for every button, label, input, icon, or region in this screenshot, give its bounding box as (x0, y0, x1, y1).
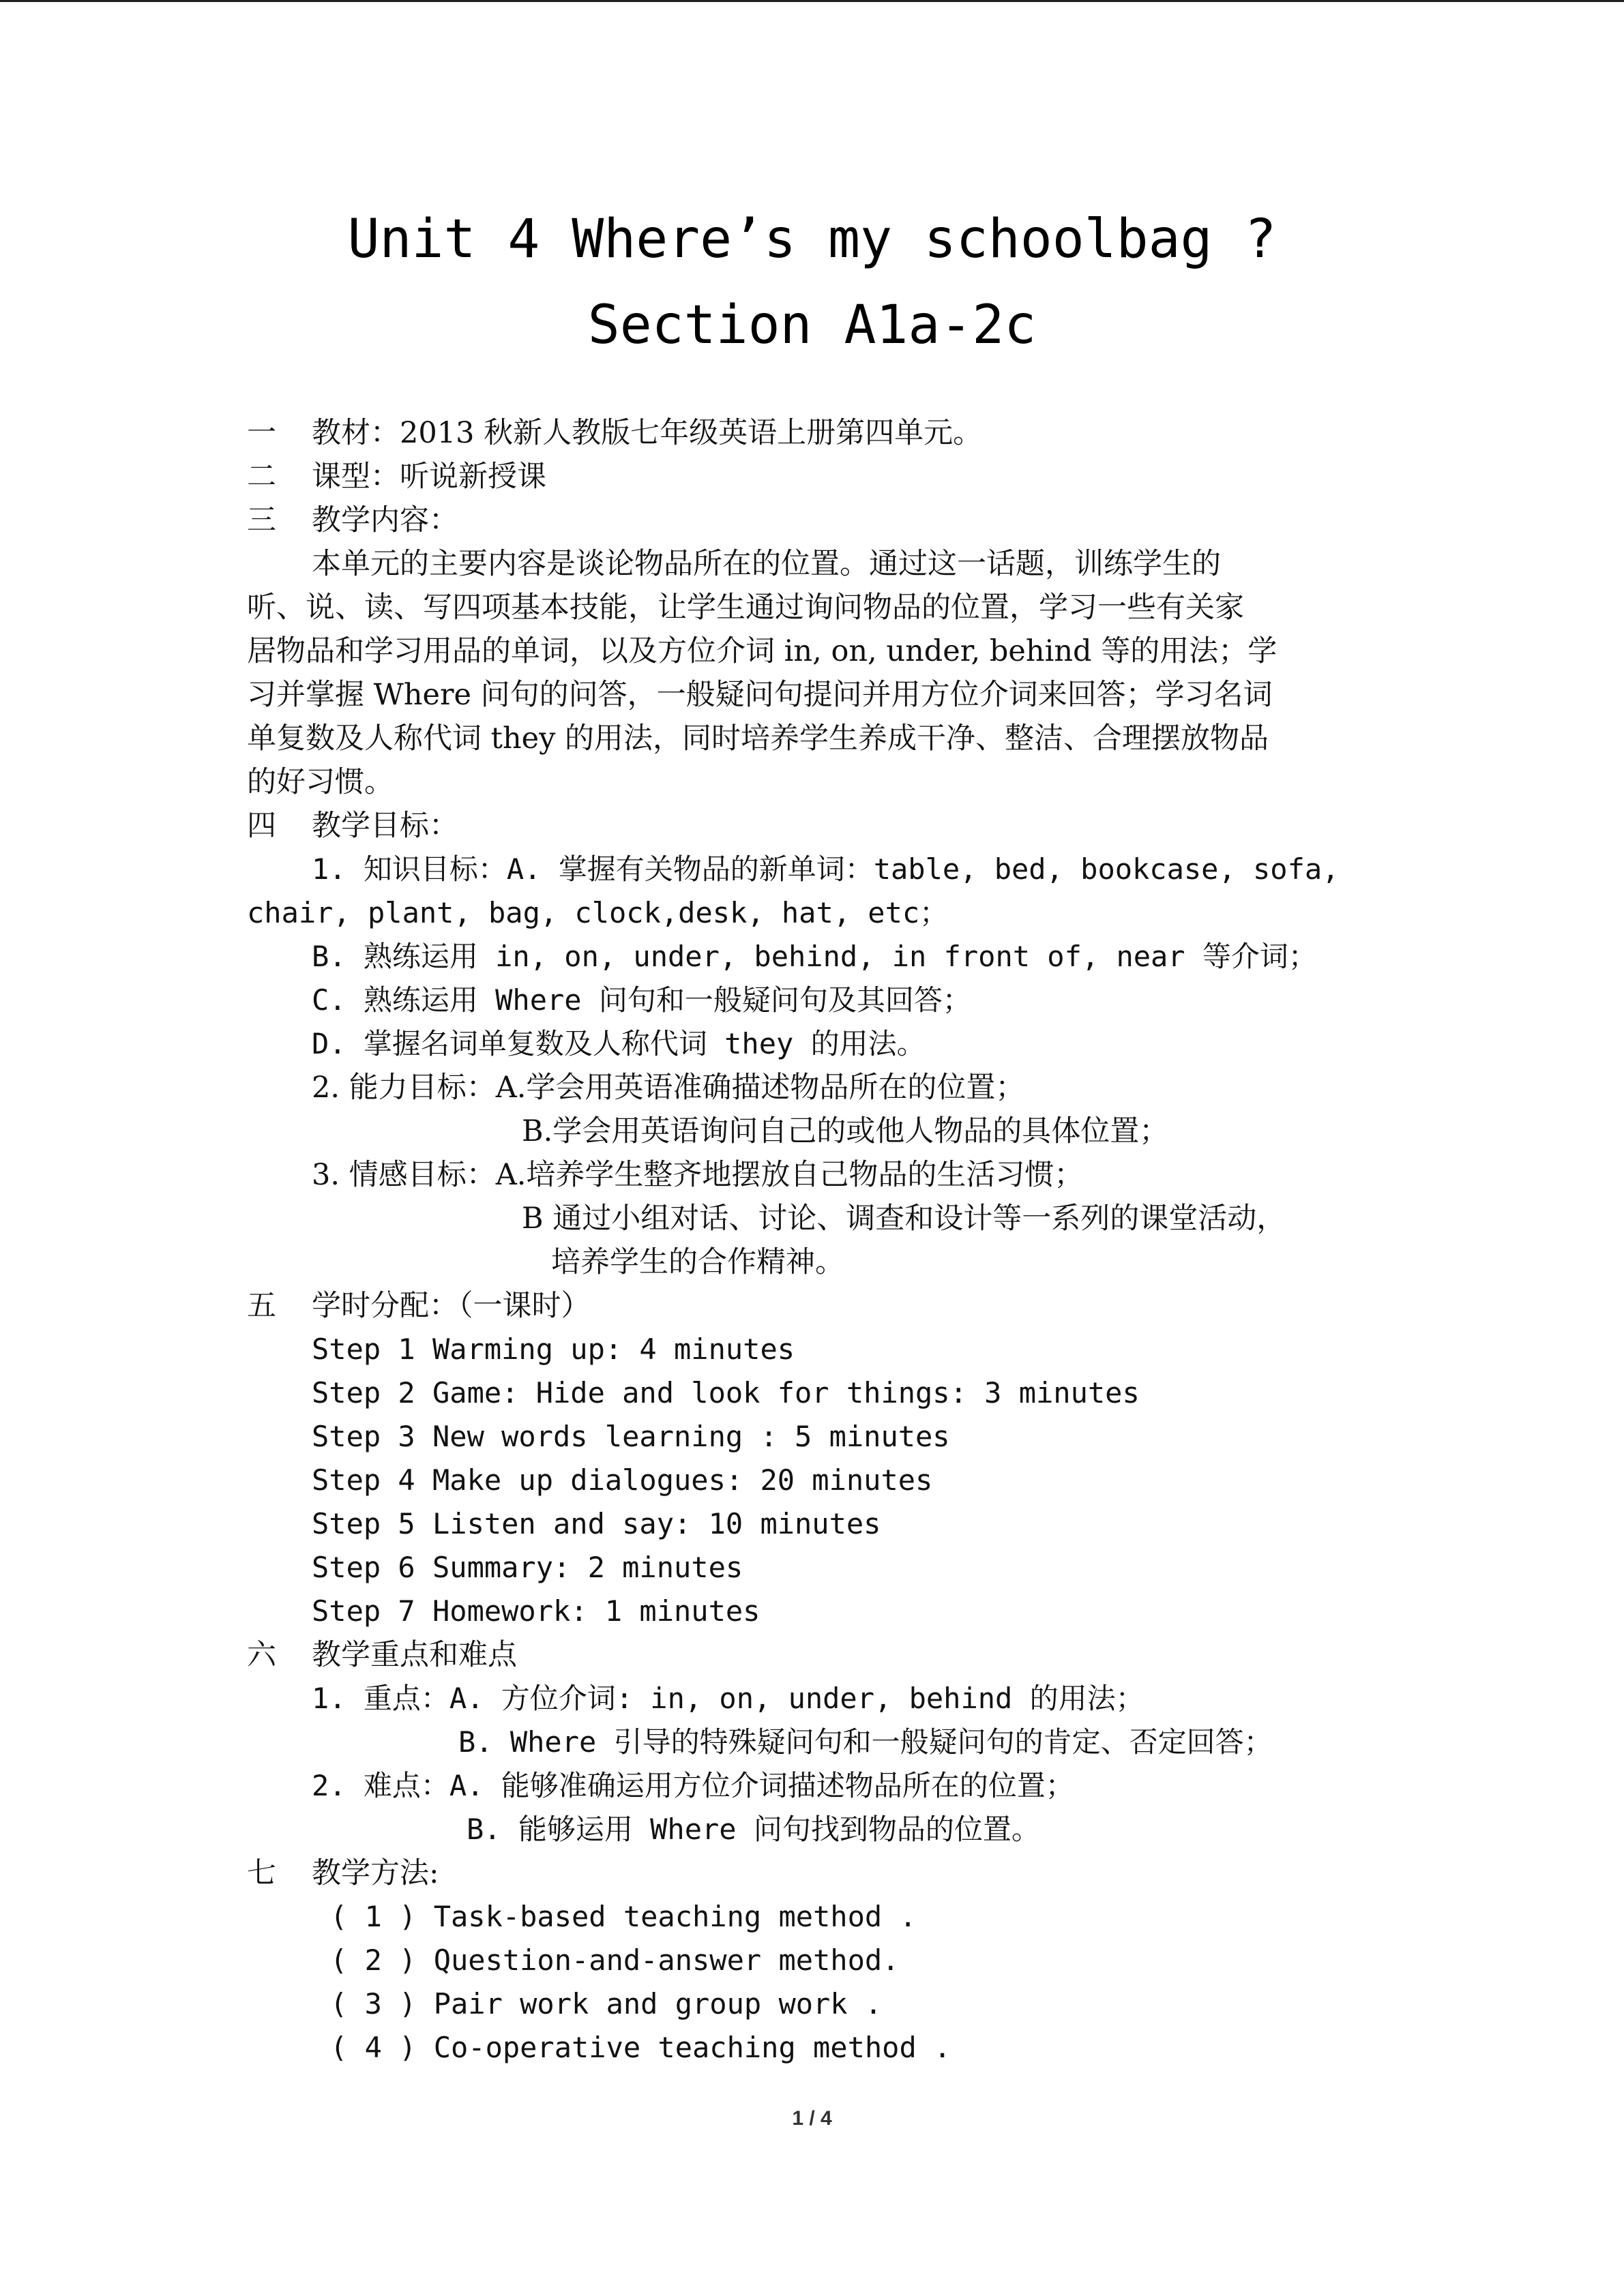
step-item: Step 3 New words learning : 5 minutes (312, 1420, 950, 1453)
knowledge-goal-a-cont: chair, plant, bag, clock,desk, hat, etc； (247, 896, 949, 929)
page-title: Unit 4 Where’s my schoolbag ? (347, 209, 1277, 270)
knowledge-goal-c: C. 熟练运用 Where 问句和一般疑问句及其回答； (312, 983, 971, 1017)
paragraph-line: 单复数及人称代词 they 的用法，同时培养学生养成干净、整洁、合理摆放物品 (247, 721, 1269, 756)
knowledge-goal-a: 1. 知识目标：A. 掌握有关物品的新单词：table, bed, bookcase, sofa, (312, 852, 1340, 886)
method-item: ( 3 ) Pair work and group work . (330, 1987, 883, 2021)
knowledge-goal-b: B. 熟练运用 in, on, under, behind, in front of, near 等介词； (312, 940, 1317, 973)
step-item: Step 4 Make up dialogues: 20 minutes (312, 1463, 933, 1497)
section-6-heading: 教学重点和难点 (312, 1638, 517, 1672)
emotion-goal-a: 3. 情感目标：A.培养学生整齐地摆放自己物品的生活习惯； (312, 1158, 1084, 1192)
emotion-goal-b-cont: 培养学生的合作精神。 (551, 1245, 844, 1279)
step-item: Step 5 Listen and say: 10 minutes (312, 1507, 881, 1540)
section-number-5: 五 (247, 1289, 276, 1323)
difficult-point-a: 2. 难点：A. 能够准确运用方位介词描述物品所在的位置； (312, 1769, 1074, 1802)
ability-goal-b: B.学会用英语询问自己的或他人物品的具体位置； (522, 1114, 1169, 1148)
page-number: 1 / 4 (792, 2107, 832, 2130)
paragraph-line: 的好习惯。 (247, 765, 394, 799)
knowledge-goal-d: D. 掌握名词单复数及人称代词 they 的用法。 (312, 1027, 926, 1060)
step-item: Step 2 Game: Hide and look for things: 3 minutes (312, 1376, 1140, 1410)
page-subtitle: Section A1a-2c (587, 295, 1037, 356)
section-number-7: 七 (247, 1856, 276, 1890)
section-7-heading: 教学方法: (312, 1856, 439, 1890)
paragraph-line: 本单元的主要内容是谈论物品所在的位置。通过这一话题，训练学生的 (312, 547, 1221, 581)
top-border (0, 0, 1624, 2)
method-item: ( 1 ) Task-based teaching method . (330, 1900, 917, 1933)
section-number-3: 三 (247, 503, 276, 537)
section-5-heading: 学时分配：（一课时） (312, 1289, 591, 1323)
emotion-goal-b: B 通过小组对话、讨论、调查和设计等一系列的课堂活动， (522, 1202, 1286, 1236)
section-4-heading: 教学目标： (312, 809, 458, 843)
section-3-heading: 教学内容： (312, 503, 458, 537)
paragraph-line: 习并掌握 Where 问句的问答，一般疑问句提问并用方位介词来回答；学习名词 (247, 678, 1273, 712)
section-number-4: 四 (247, 809, 276, 843)
section-number-2: 二 (247, 460, 276, 494)
step-item: Step 6 Summary: 2 minutes (312, 1551, 743, 1584)
section-1-text: 教材：2013 秋新人教版七年级英语上册第四单元。 (312, 416, 983, 450)
paragraph-line: 居物品和学习用品的单词，以及方位介词 in, on, under, behind 等的用法；学 (247, 634, 1278, 668)
method-item: ( 4 ) Co-operative teaching method . (330, 2031, 951, 2064)
section-2-text: 课型：听说新授课 (312, 460, 546, 494)
ability-goal-a: 2. 能力目标：A.学会用英语准确描述物品所在的位置； (312, 1071, 1025, 1105)
key-point-a: 1. 重点：A. 方位介词: in, on, under, behind 的用法； (312, 1682, 1145, 1715)
section-number-6: 六 (247, 1638, 276, 1672)
section-number-1: 一 (247, 416, 276, 450)
step-item: Step 7 Homework: 1 minutes (312, 1594, 761, 1628)
difficult-point-b: B. 能够运用 Where 问句找到物品的位置。 (467, 1813, 1040, 1846)
paragraph-line: 听、说、读、写四项基本技能，让学生通过询问物品的位置，学习一些有关家 (247, 591, 1244, 625)
method-item: ( 2 ) Question-and-answer method. (330, 1943, 900, 1977)
key-point-b: B. Where 引导的特殊疑问句和一般疑问句的肯定、否定回答； (458, 1725, 1273, 1759)
step-item: Step 1 Warming up: 4 minutes (312, 1332, 795, 1366)
